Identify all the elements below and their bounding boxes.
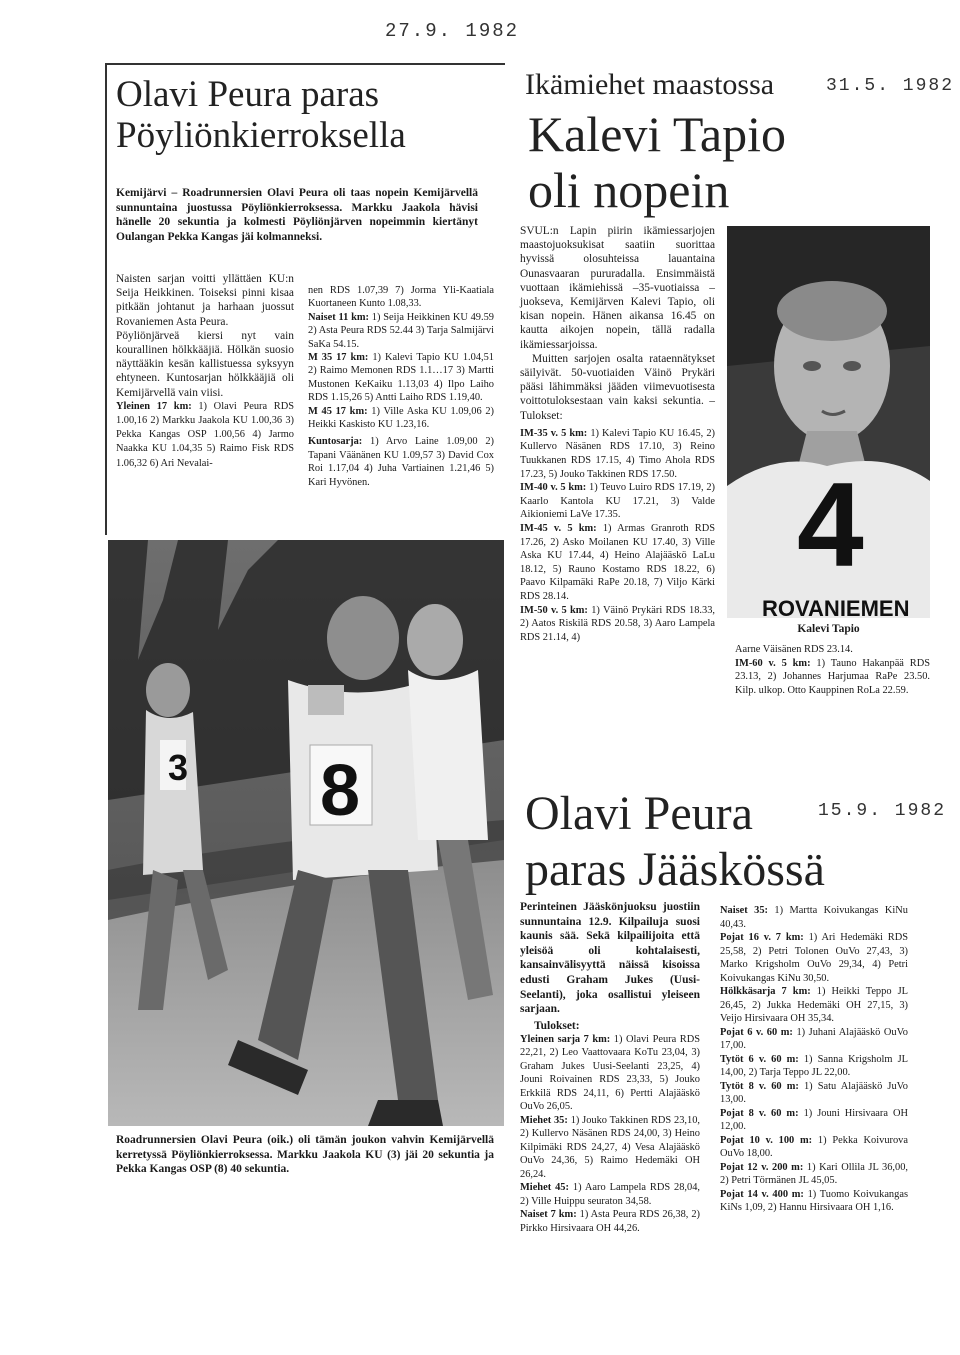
- results-entry: [520, 522, 715, 604]
- article1-headline: [116, 74, 406, 157]
- article1-headline-line1: Olavi Peura paras: [116, 74, 380, 115]
- results-text: 1) Sanna Krigsholm JL 14,00, 2) Tarja Teppo JL 22,00.: [720, 1053, 908, 1078]
- article3-results-1: [520, 1033, 700, 1236]
- results-text: 1) Kari Ollila JL 36,00, 2) Petri Törmänen JL 45,05.: [720, 1161, 908, 1186]
- article1-paragraph: Naisten sarjan voitti yllättäen KU:n Seija Heikkinen. Toiseksi pinni kisaa pitkään johtanut ja harhaan juossut Rovaniemen Asta Peura.: [116, 273, 294, 328]
- results-label: Miehet 35:: [520, 1114, 568, 1126]
- results-text: 1) Kalevi Tapio KU 1.04,51 2) Raimo Memonen RDS 1.1…17 3) Martti Mustonen KeKaiku 1.13,03 4) Ilpo Laiho RDS 1.15,26 5) Antti Laiho RDS 1.19,40.: [308, 352, 495, 404]
- results-entry: [720, 1134, 908, 1161]
- results-entry: [720, 1080, 908, 1107]
- article3-headline-line2: paras Jääskössä: [525, 843, 825, 896]
- article2-headline-line2: oli nopein: [528, 162, 730, 218]
- results-text: 1) Jouni Hirsivaara OH 12,00.: [720, 1107, 908, 1132]
- results-text: 1) Satu Alajääskö JuVo 13,00.: [720, 1080, 909, 1105]
- article1-results-yleinen: [116, 400, 294, 471]
- article1-lede: Kemijärvi – Roadrunnersien Olavi Peura oli taas nopein Kemijärvellä sunnuntaina juostussa Pöyliönkierroksessa. Markku Jaakola hävisi hänelle 20 sekuntia ja kolmesti Pöyliönjärven nopeimmin kiertänyt Oulangan Pekka Kangas jäi kolmanneksi.: [116, 187, 478, 243]
- article1-photo-caption: Roadrunnersien Olavi Peura (oik.) oli tämän joukon vahvin Kemijärvellä kerretyssä Pöyliönkierroksessa. Markku Jaakola KU (3) jäi 20 sekuntia ja Pekka Kangas OSP (8) 40 sekuntia.: [116, 1134, 494, 1176]
- results-entry: [720, 1026, 908, 1053]
- portrait-bib: 4: [797, 458, 864, 592]
- portrait-photo-image: [727, 226, 930, 618]
- article2-column: [520, 224, 715, 644]
- runners-photo-image: [108, 540, 504, 1126]
- article3-headline: [525, 786, 825, 898]
- results-label: M 35 17 km:: [308, 352, 369, 364]
- article3-headline-line1: Olavi Peura: [525, 787, 753, 840]
- article1-headline-line2: Pöyliönkierroksella: [116, 115, 406, 157]
- article2-headline: [528, 106, 786, 218]
- results-entry: [720, 931, 908, 985]
- results-text: 1) Teuvo Luiro RDS 17.19, 2) Kaarlo Kantola KU 17.21, 3) Valde Aikioniemi LaVe 17.35.: [520, 482, 715, 521]
- results-text: 1) Tauno Hakanpää RDS 23.13, 2) Johannes Harjumaa RaPe 23.50. Kilp. ulkop. Otto Kauppinen RoLa 22.59.: [735, 657, 930, 696]
- results-label: Naiset 11 km:: [308, 311, 369, 323]
- runners-photo: [108, 540, 504, 1126]
- results-text: 1) Arvo Laine 1.09,00 2) Tapani Väänänen KU 1.09,57 3) David Cox Roi 1.17,04 4) Juha Vartiainen 1.21,46 5) Kari Hyvönen.: [308, 436, 494, 488]
- results-text: 1) Pekka Koivurova OuVo 18,00.: [720, 1134, 908, 1159]
- results-entry: [520, 1114, 700, 1182]
- results-entry: [720, 1053, 908, 1080]
- results-entry: [720, 985, 908, 1026]
- results-entry: [720, 1161, 908, 1188]
- results-text: 1) Aaro Lampela RDS 28,04, 2) Ville Huippu seuraton 34,58.: [520, 1182, 701, 1207]
- results-text: 1) Armas Granroth RDS 17.26, 2) Asko Moilanen KU 17.40, 3) Ville Aska KU 17.44, 4) Heino Alajääskö LaLu 18.12, 5) Rauno Kostamo RDS 18.22, 6) Paavo Kilpamäki RaPe 20.18, 7) Viljo Kärki RDS 28.14.: [520, 523, 715, 602]
- results-label: IM-50 v. 5 km:: [520, 604, 588, 616]
- runner-bib-8: 8: [320, 751, 361, 831]
- results-text: 1) Tuomo Koivukangas KiNs 1,09, 2) Hannu Hirsivaara OH 1,16.: [720, 1188, 908, 1213]
- results-label: Naiset 7 km:: [520, 1209, 577, 1221]
- results-text: 1) Martta Koivukangas KiNu 40,43.: [720, 905, 908, 930]
- article2-paragraph: SVUL:n Lapin piirin ikämiessarjojen maastojuoksukisat saatiin suorittaa hyvissä olosuhteissa lauantaina Ounasvaaran pururadalla. Ensimmäistä vuottaan ikämiehissä –35-vuotiaissa – juokseva, Kemijärven Kalevi Tapio, oli kisan nopein. Hänen aikansa 16.45 on kautta aikojen nopein, tällä radalla ikämiessarjoissa.: [520, 225, 715, 351]
- results-label: Pojat 10 v. 100 m:: [720, 1134, 813, 1146]
- results-text: 1) Heikki Teppo JL 26,45, 2) Jukka Hedemäki OH 27,15, 3) Veijo Hirsivaara OH 35,34.: [720, 986, 908, 1024]
- article2-headline-line1: Kalevi Tapio: [528, 106, 787, 162]
- results-label: Pojat 14 v. 400 m:: [720, 1188, 804, 1200]
- results-entry: [735, 657, 930, 698]
- results-text: Aarne Väisänen RDS 23.14.: [735, 644, 853, 655]
- results-text: 1) Juhani Alajääskö OuVo 17,00.: [720, 1026, 908, 1051]
- results-text: 1) Olavi Peura RDS 22,21, 2) Leo Vaattovaara KoTu 23,04, 3) Graham Jukes Uusi-Seelanti 23,25, 4) Jouni Roivainen RDS 23,33, 5) Jouko Erkkilä RDS 24,11, 6) Pertti Alajääskö OuVo 26,05.: [520, 1033, 700, 1113]
- results-entry: [520, 604, 715, 645]
- portrait-shirt-text: ROVANIEMEN: [762, 596, 910, 618]
- results-label: Yleinen sarja 7 km:: [520, 1033, 611, 1045]
- results-text: 1) Seija Heikkinen KU 49.59 2) Asta Peura RDS 52.44 3) Tarja Salmijärvi SaKa 54.15.: [308, 311, 494, 350]
- article3-lede: Perinteinen Jääskönjuoksu juostiin sunnuntaina 12.9. Kilpailuja suosi kaunis sää. Sekä kilpailijoita että yleisöä oli kohtalaisesti, kansainvälisyyttä näissä kisoissa edusti Graham Jukes (Uusi-Seelanti), joka osallistui yleiseen sarjaan.: [520, 901, 700, 1016]
- results-entry: [520, 1033, 700, 1114]
- results-label: IM-40 v. 5 km:: [520, 482, 587, 494]
- results-entry: [520, 481, 715, 522]
- article2-kicker: Ikämiehet maastossa: [525, 68, 775, 101]
- results-label: Tytöt 6 v. 60 m:: [720, 1053, 799, 1065]
- results-entry: [520, 427, 715, 481]
- results-entry: [735, 643, 930, 657]
- results-entry: [308, 405, 494, 432]
- results-label: Kuntosarja:: [308, 436, 363, 448]
- article1-column-2: [308, 284, 494, 489]
- results-entry: [308, 351, 494, 405]
- portrait-photo: [727, 226, 930, 618]
- results-entry: [720, 904, 908, 931]
- results-label: Miehet 45:: [520, 1182, 569, 1194]
- article2-continuation: [735, 643, 930, 697]
- article2-paragraph: Muitten sarjojen osalta rataennätykset säilyivät. 50-vuotiaiden Väinö Prykäri pääsi lähimmäksi jääden viimevuotisesta voittotuloksestaan vain kaksi sekuntia. – Tulokset:: [520, 352, 715, 422]
- results-entry: [720, 1188, 908, 1215]
- results-text: 1) Väinö Prykäri RDS 18.33, 2) Aatos Riskilä RDS 20.58, 3) Aaro Lampela RDS 21.14, 4): [520, 604, 715, 643]
- results-label: IM-35 v. 5 km:: [520, 427, 588, 439]
- runner-bib-3: 3: [168, 747, 189, 788]
- results-text: 1) Ville Aska KU 1.09,06 2) Heikki Kaskisto KU 1.23,16.: [308, 405, 494, 431]
- results-text: 1) Ari Hedemäki RDS 25,58, 2) Petri Tolonen OuVo 27,43, 3) Marko Krigsholm OuVo 29,34, 4) Petri Koivukangas KiNu 30,50.: [720, 932, 908, 984]
- results-entry: [720, 1107, 908, 1134]
- results-text: nen RDS 1.07,39 7) Jorma Yli-Kaatiala Kuortaneen Kunto 1.08,33.: [308, 285, 494, 310]
- results-label: Tytöt 8 v. 60 m:: [720, 1080, 799, 1092]
- top-date: 27.9. 1982: [385, 20, 520, 42]
- article3-column-1: [520, 900, 700, 1235]
- results-entry: [520, 1208, 700, 1235]
- results-label: Pojat 16 v. 7 km:: [720, 932, 804, 943]
- results-text: 1) Kalevi Tapio KU 16.45, 2) Kullervo Näsänen RDS 17.10, 3) Reino Tuukkanen RDS 17.15, 4) Timo Ahola RDS 17.23, 5) Jouko Takkinen RDS 17.50.: [520, 427, 715, 480]
- results-entry: [308, 435, 494, 489]
- results-text: 1) Asta Peura RDS 26,38, 2) Pirkko Hirsivaara OH 44,26.: [520, 1209, 700, 1234]
- results-label: IM-60 v. 5 km:: [735, 657, 811, 669]
- portrait-caption: Kalevi Tapio: [797, 623, 860, 635]
- results-label: Pojat 12 v. 200 m:: [720, 1161, 804, 1173]
- results-label: Naiset 35:: [720, 905, 768, 916]
- article1-column-1: [116, 272, 294, 471]
- article3-date: 15.9. 1982: [818, 801, 947, 821]
- results-text: 1) Jouko Takkinen RDS 23,10, 2) Kullervo Näsänen RDS 24,00, 3) Heino Kilpimäki RDS 24,27, 4) Vesa Alajääskö OuVo 24,36, 5) Raimo Hedemäki OH 26,24.: [520, 1114, 700, 1180]
- article3-column-2: [720, 904, 908, 1215]
- results-label: M 45 17 km:: [308, 405, 368, 417]
- article1-paragraph: Pöyliönjärveä kiersi nyt vain kourallinen hölkkääjiä. Hölkän suosio näyttääkin kesän kallistuessa syksyyn ehtyneen. Kuntosarjan hölkkääjiä oli Kemijärvellä vain viisi.: [116, 329, 294, 399]
- article2-results: [520, 427, 715, 645]
- results-label: Pojat 6 v. 60 m:: [720, 1026, 793, 1038]
- results-entry: [308, 311, 494, 351]
- article2-date: 31.5. 1982: [826, 76, 955, 96]
- results-entry: [308, 284, 494, 311]
- results-label: Yleinen 17 km:: [116, 400, 192, 412]
- results-text: 1) Olavi Peura RDS 1.00,16 2) Markku Jaakola KU 1.00,36 3) Pekka Kangas OSP 1.00,56 4) Jarmo Naakka KU 1.04,35 5) Raimo Fisk RDS 1.06,32 6) Ari Nevalai-: [116, 400, 294, 469]
- results-label: IM-45 v. 5 km:: [520, 523, 597, 534]
- results-label: Hölkkäsarja 7 km:: [720, 986, 811, 997]
- article3-results-title: Tulokset:: [534, 1019, 580, 1032]
- results-entry: [520, 1181, 700, 1208]
- results-label: Pojat 8 v. 60 m:: [720, 1107, 799, 1119]
